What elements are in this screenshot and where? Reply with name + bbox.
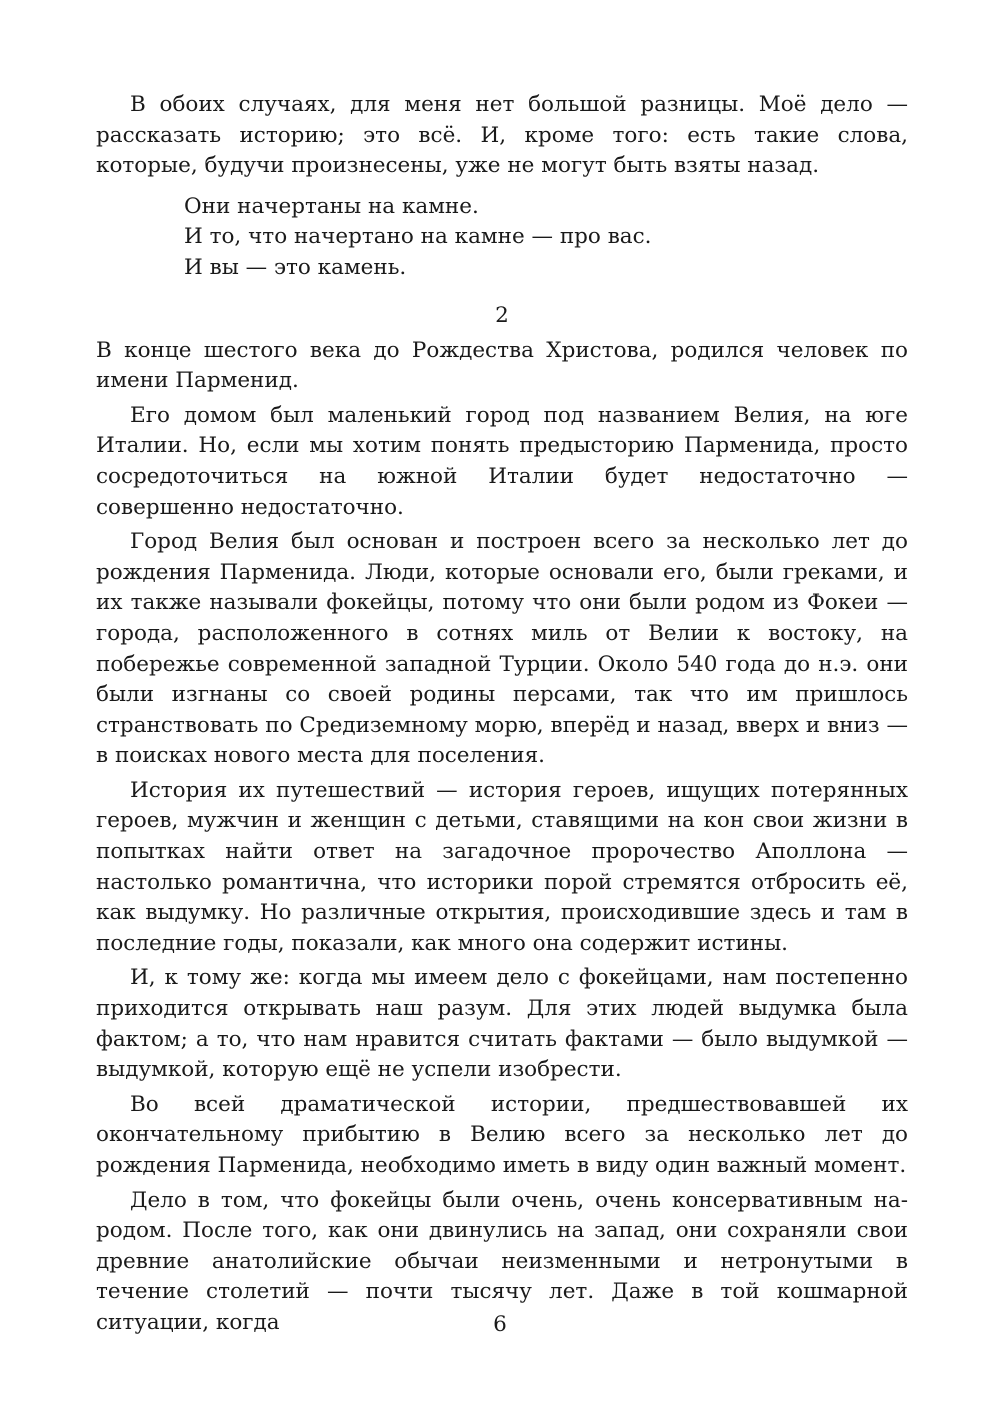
- paragraph: И, к тому же: когда мы имеем дело с фокейцами, нам постепенно приходится открывать наш разум. Для этих людей выдумка была фактом; а то, что нам нравится считать фактами — было выдумкой — выдумкой, которую ещё не успели изобрести.: [96, 965, 908, 1083]
- paragraph-intro: В обоих случаях, для меня нет большой разницы. Моё дело — рассказать историю; это всё. И, кроме того: есть такие слова, которые, будучи произнесены, уже не могут быть взяты назад.: [96, 92, 908, 179]
- book-page: [96, 90, 908, 1343]
- paragraph: Его домом был маленький город под названием Велия, на юге Италии. Но, если мы хотим понять предысторию Парменида, просто сосредоточиться на южной Италии будет недостаточно — совершенно недостаточно.: [96, 402, 908, 520]
- paragraph: В конце шестого века до Рождества Христова, родился человек по имени Парменид.: [96, 337, 908, 394]
- paragraph: История их путешествий — история героев, ищущих потерянных героев, мужчин и женщин с детьми, ставящими на кон свои жизни в попытках найти ответ на загадочное пророчество Аполлона — настолько романтична, что историки порой стремятся отбросить её, как выдумку. Но различные открытия, происходившие здесь и там в последние годы, показали, как много она содержит истины.: [96, 777, 908, 956]
- paragraph: Город Велия был основан и построен всего за несколько лет до рождения Парменида. Люди, которые основали его, были греками, и их также называли фокейцы, потому что они были родом из Фокеи — города, расположенного в сотнях миль от Велии к востоку, на побережье современной западной Турции. Около 540 года до н.э. они были изгнаны со своей родины персами, так что им пришлось странствовать по Средиземному морю, вперёд и назад, вверх и вниз — в поисках нового места для поселения.: [96, 529, 908, 769]
- verse-line: И вы — это камень.: [184, 254, 407, 280]
- paragraph: Дело в том, что фокейцы были очень, очень консервативным народом. После того, как они двинулись на запад, они сохраняли свои древние анатолийские обычаи неизменными и нетронутыми в течение столетий — почти тысячу лет. Даже в той кошмарной ситуации, когда: [96, 1187, 908, 1335]
- page-number: 6: [493, 1312, 507, 1337]
- verse-block: [184, 192, 908, 284]
- verse-line: И то, что начертано на камне — про вас.: [184, 224, 652, 250]
- verse-line: Они начертаны на камне.: [184, 193, 479, 219]
- paragraph: Во всей драматической истории, предшествовавшей их окончательному прибытию в Велию всего за несколько лет до рождения Парменида, необходимо иметь в виду один важный момент.: [96, 1091, 908, 1178]
- chapter-number: 2: [495, 302, 509, 328]
